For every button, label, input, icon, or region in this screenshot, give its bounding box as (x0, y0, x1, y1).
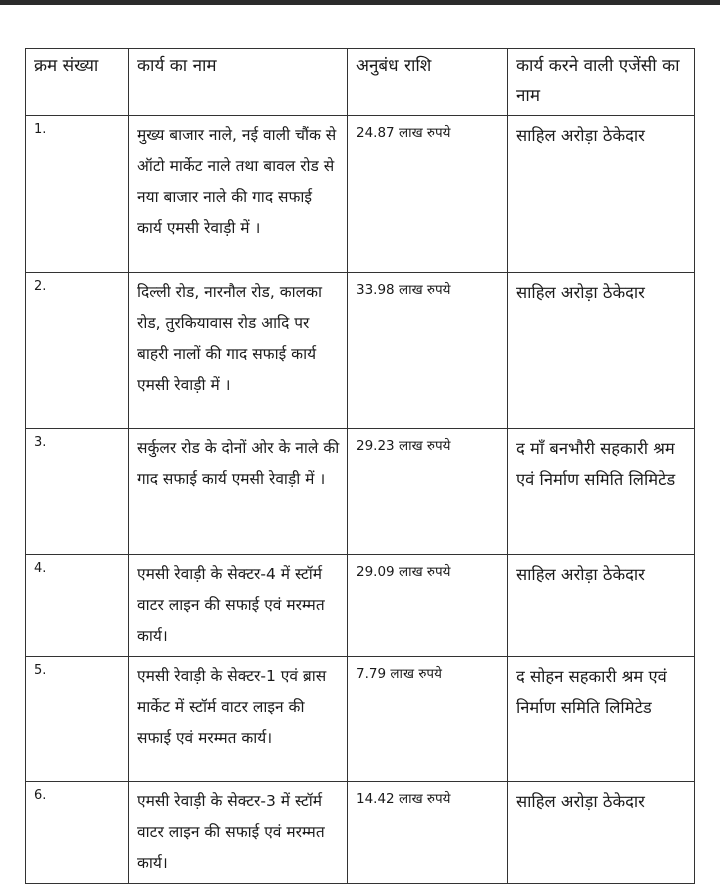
row-amount: 7.79 लाख रुपये (348, 657, 508, 782)
table-row (26, 116, 695, 273)
row-work-name: एमसी रेवाड़ी के सेक्टर-1 एवं ब्रास मार्केट में स्टॉर्म वाटर लाइन की सफाई एवं मरम्मत कार्य। (129, 657, 348, 782)
row-agency: साहिल अरोड़ा ठेकेदार (508, 782, 695, 884)
row-amount: 24.87 लाख रुपये (348, 116, 508, 273)
row-work-name: दिल्ली रोड, नारनौल रोड, कालका रोड, तुरकियावास रोड आदि पर बाहरी नालों की गाद सफाई कार्य एमसी रेवाड़ी में । (129, 273, 348, 429)
header-serial: क्रम संख्या (26, 49, 129, 116)
row-work-name: मुख्य बाजार नाले, नई वाली चौंक से ऑटो मार्केट नाले तथा बावल रोड से नया बाजार नाले की गाद सफाई कार्य एमसी रेवाड़ी में । (129, 116, 348, 273)
table-row (26, 657, 695, 782)
row-agency: साहिल अरोड़ा ठेकेदार (508, 273, 695, 429)
row-serial: 1. (26, 116, 129, 273)
row-agency: साहिल अरोड़ा ठेकेदार (508, 555, 695, 657)
row-amount: 14.42 लाख रुपये (348, 782, 508, 884)
header-work-name: कार्य का नाम (129, 49, 348, 116)
table-row (26, 782, 695, 884)
table-row (26, 429, 695, 555)
row-amount: 33.98 लाख रुपये (348, 273, 508, 429)
row-work-name: एमसी रेवाड़ी के सेक्टर-3 में स्टॉर्म वाटर लाइन की सफाई एवं मरम्मत कार्य। (129, 782, 348, 884)
table-header-row (26, 49, 695, 116)
row-serial: 3. (26, 429, 129, 555)
row-serial: 5. (26, 657, 129, 782)
table-row (26, 273, 695, 429)
row-serial: 2. (26, 273, 129, 429)
row-serial: 6. (26, 782, 129, 884)
row-serial: 4. (26, 555, 129, 657)
top-bar (0, 0, 720, 5)
row-agency: द माँ बनभौरी सहकारी श्रम एवं निर्माण समिति लिमिटेड (508, 429, 695, 555)
works-table (25, 48, 695, 884)
table-row (26, 555, 695, 657)
header-contract-amount: अनुबंध राशि (348, 49, 508, 116)
header-agency-name: कार्य करने वाली एजेंसी का नाम (508, 49, 695, 116)
row-work-name: एमसी रेवाड़ी के सेक्टर-4 में स्टॉर्म वाटर लाइन की सफाई एवं मरम्मत कार्य। (129, 555, 348, 657)
row-amount: 29.23 लाख रुपये (348, 429, 508, 555)
row-amount: 29.09 लाख रुपये (348, 555, 508, 657)
row-agency: साहिल अरोड़ा ठेकेदार (508, 116, 695, 273)
row-work-name: सर्कुलर रोड के दोनों ओर के नाले की गाद सफाई कार्य एमसी रेवाड़ी में । (129, 429, 348, 555)
row-agency: द सोहन सहकारी श्रम एवं निर्माण समिति लिमिटेड (508, 657, 695, 782)
